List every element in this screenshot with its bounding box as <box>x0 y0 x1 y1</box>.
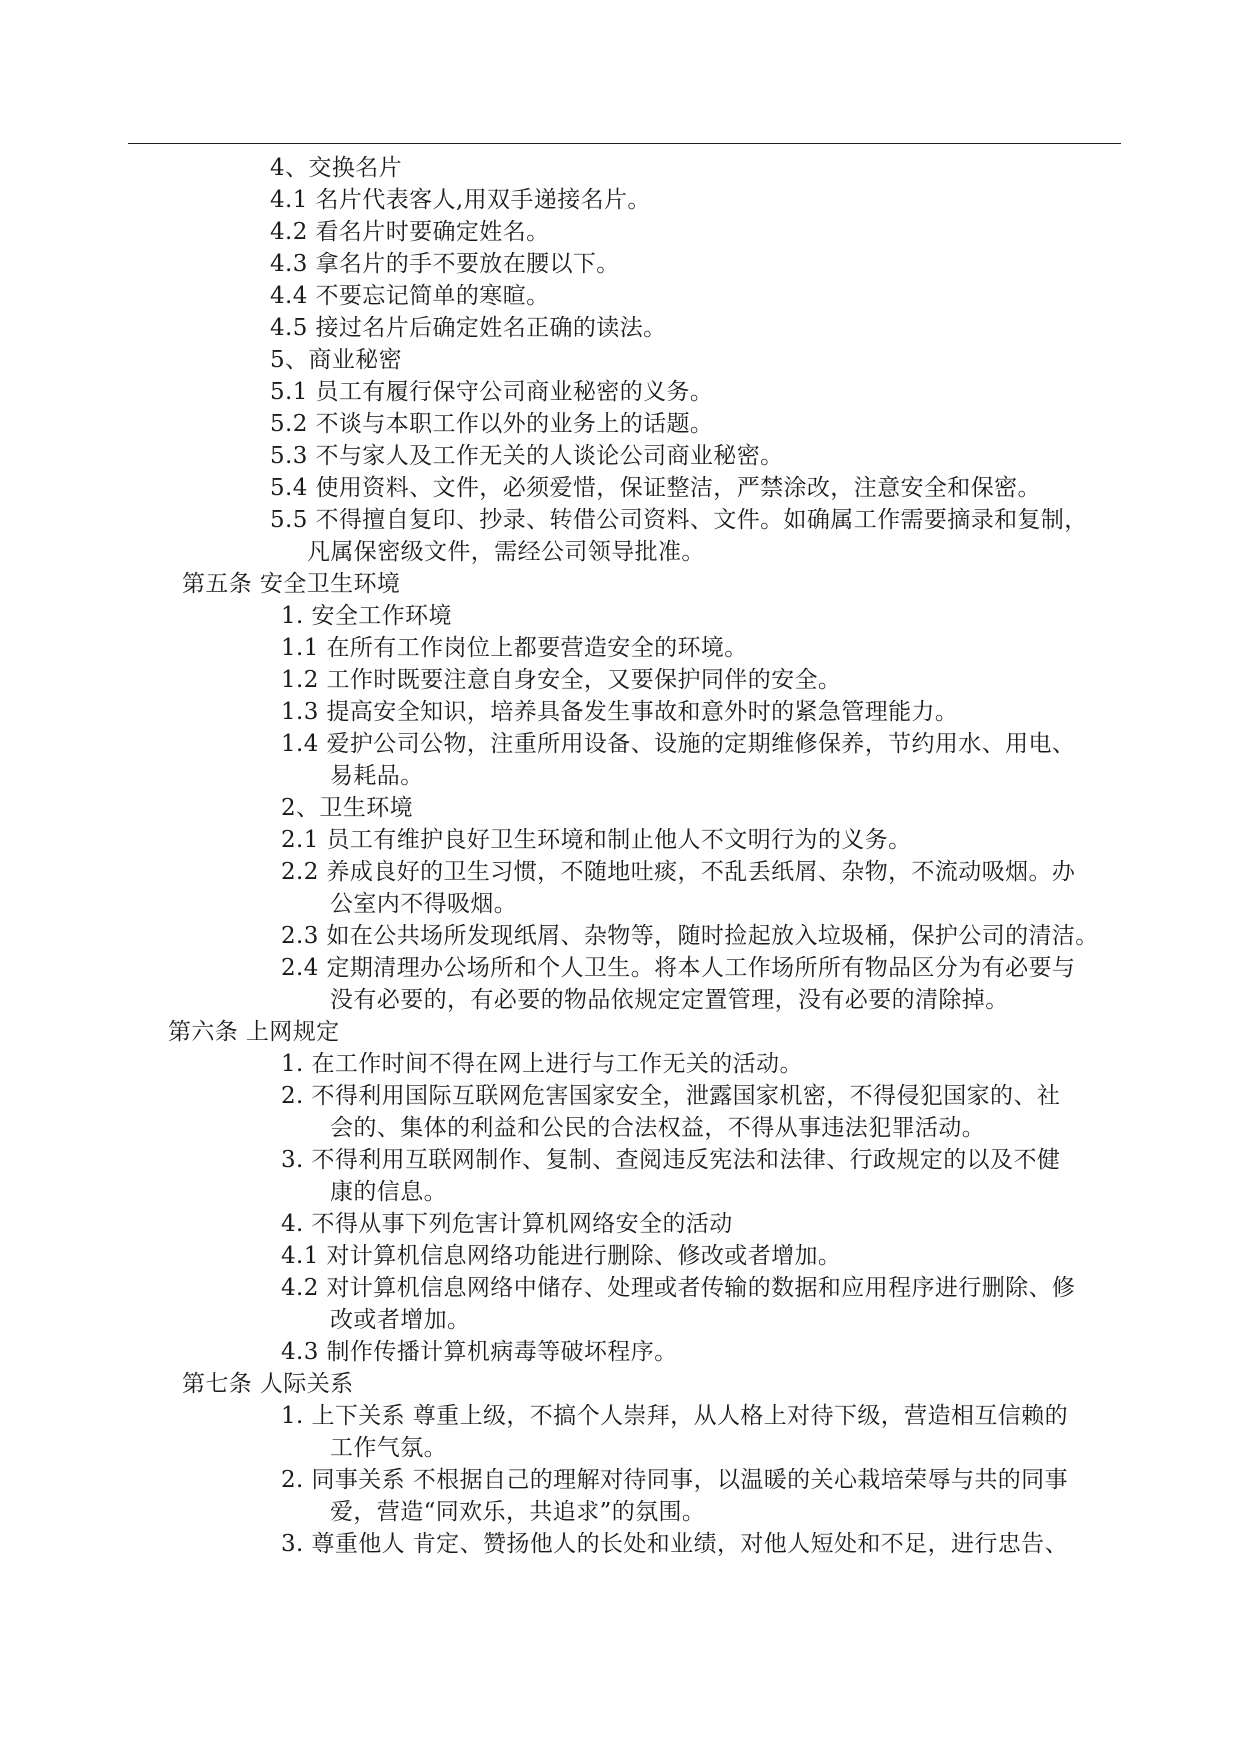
text-line: 工作气氛。 <box>330 1435 447 1461</box>
text-line: 1.4 爱护公司公物，注重所用设备、设施的定期维修保养，节约用水、用电、 <box>281 731 1076 757</box>
text-line: 2、卫生环境 <box>281 795 414 821</box>
text-line: 2.1 员工有维护良好卫生环境和制止他人不文明行为的义务。 <box>281 827 912 853</box>
text-line: 5.2 不谈与本职工作以外的业务上的话题。 <box>270 411 714 437</box>
text-line: 1. 上下关系 尊重上级，不搞个人崇拜，从人格上对待下级，营造相互信赖的 <box>281 1403 1068 1429</box>
text-line: 5.4 使用资料、文件，必须爱惜，保证整洁，严禁涂改，注意安全和保密。 <box>270 475 1041 501</box>
text-line: 4.5 接过名片后确定姓名正确的读法。 <box>270 315 667 341</box>
text-line: 2.4 定期清理办公场所和个人卫生。将本人工作场所所有物品区分为有必要与 <box>281 955 1076 981</box>
text-line: 2. 同事关系 不根据自己的理解对待同事，以温暖的关心栽培荣辱与共的同事 <box>281 1467 1068 1493</box>
text-line: 易耗品。 <box>330 763 424 789</box>
text-line: 第六条 上网规定 <box>168 1019 340 1045</box>
text-line: 5、商业秘密 <box>270 347 403 373</box>
text-line: 1. 在工作时间不得在网上进行与工作无关的活动。 <box>281 1051 803 1077</box>
text-line: 4. 不得从事下列危害计算机网络安全的活动 <box>281 1211 733 1237</box>
text-line: 1.2 工作时既要注意自身安全，又要保护同伴的安全。 <box>281 667 842 693</box>
text-line: 第五条 安全卫生环境 <box>182 571 401 597</box>
text-line: 5.3 不与家人及工作无关的人谈论公司商业秘密。 <box>270 443 784 469</box>
text-line: 5.1 员工有履行保守公司商业秘密的义务。 <box>270 379 714 405</box>
text-line: 2. 不得利用国际互联网危害国家安全，泄露国家机密，不得侵犯国家的、社 <box>281 1083 1061 1109</box>
text-line: 4.2 对计算机信息网络中储存、处理或者传输的数据和应用程序进行删除、修 <box>281 1275 1076 1301</box>
text-line: 第七条 人际关系 <box>182 1371 354 1397</box>
text-line: 4.1 名片代表客人,用双手递接名片。 <box>270 187 651 213</box>
text-line: 4.1 对计算机信息网络功能进行删除、修改或者增加。 <box>281 1243 842 1269</box>
text-line: 4.4 不要忘记简单的寒暄。 <box>270 283 550 309</box>
text-line: 会的、集体的利益和公民的合法权益，不得从事违法犯罪活动。 <box>330 1115 986 1141</box>
text-line: 康的信息。 <box>330 1179 447 1205</box>
text-line: 3. 尊重他人 肯定、赞扬他人的长处和业绩，对他人短处和不足，进行忠告、 <box>281 1531 1068 1557</box>
text-line: 改或者增加。 <box>330 1307 471 1333</box>
text-line: 4.3 拿名片的手不要放在腰以下。 <box>270 251 620 277</box>
text-line: 2.2 养成良好的卫生习惯，不随地吐痰，不乱丢纸屑、杂物，不流动吸烟。办 <box>281 859 1076 885</box>
text-line: 爱，营造“同欢乐，共追求”的氛围。 <box>330 1499 706 1525</box>
text-line: 1.3 提高安全知识，培养具备发生事故和意外时的紧急管理能力。 <box>281 699 959 725</box>
text-line: 4.3 制作传播计算机病毒等破坏程序。 <box>281 1339 678 1365</box>
text-line: 没有必要的，有必要的物品依规定定置管理，没有必要的清除掉。 <box>330 987 1009 1013</box>
text-line: 公室内不得吸烟。 <box>330 891 518 917</box>
text-line: 1. 安全工作环境 <box>281 603 452 629</box>
text-line: 2.3 如在公共场所发现纸屑、杂物等，随时捡起放入垃圾桶，保护公司的清洁。 <box>281 923 1099 949</box>
text-line: 5.5 不得擅自复印、抄录、转借公司资料、文件。如确属工作需要摘录和复制， <box>270 507 1088 533</box>
text-line: 4.2 看名片时要确定姓名。 <box>270 219 550 245</box>
header-rule <box>128 143 1121 144</box>
text-line: 1.1 在所有工作岗位上都要营造安全的环境。 <box>281 635 748 661</box>
text-line: 凡属保密级文件，需经公司领导批准。 <box>307 539 705 565</box>
text-line: 3. 不得利用互联网制作、复制、查阅违反宪法和法律、行政规定的以及不健 <box>281 1147 1061 1173</box>
text-line: 4、交换名片 <box>270 155 403 181</box>
